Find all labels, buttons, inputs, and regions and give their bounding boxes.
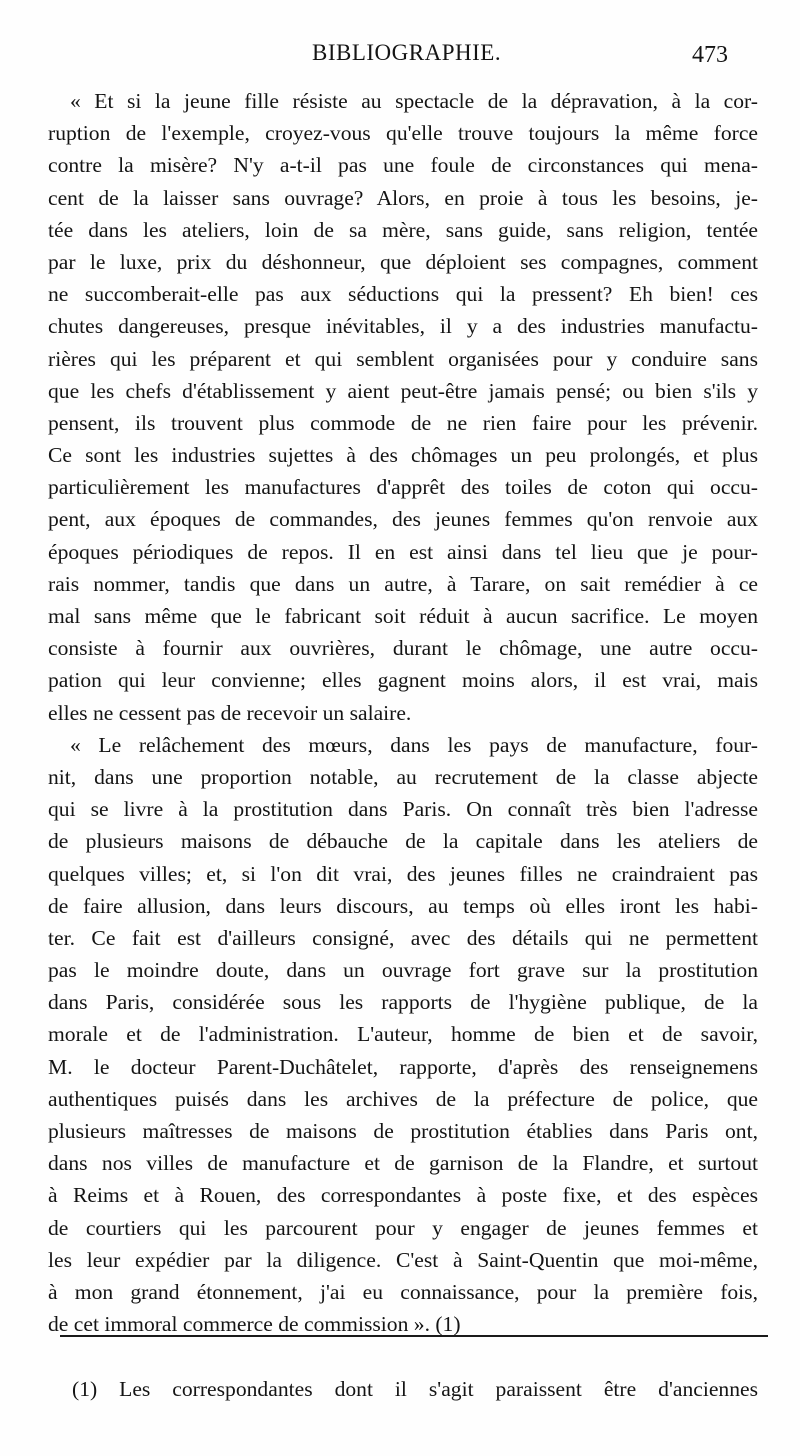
text-line: dans Paris, considérée sous les rapports de l'hygiène publique, de la <box>48 990 758 1015</box>
text-line: qui se livre à la prostitution dans Paris. On connaît très bien l'adresse <box>48 797 758 822</box>
text-line: « Le relâchement des mœurs, dans les pays de manufacture, four- <box>70 732 758 757</box>
text-line: de faire allusion, dans leurs discours, au temps où elles iront les habi- <box>48 893 758 918</box>
text-line: morale et de l'administration. L'auteur, homme de bien et de savoir, <box>48 1022 758 1047</box>
body-text <box>48 85 758 1340</box>
text-line: M. le docteur Parent-Duchâtelet, rapporte, d'après des renseignemens <box>48 1054 758 1079</box>
text-line: ne succomberait-elle pas aux séductions qui la pressent? Eh bien! ces <box>48 282 758 307</box>
page-number: 473 <box>692 42 728 68</box>
text-line: elles ne cessent pas de recevoir un salaire. <box>48 700 412 725</box>
text-line: plusieurs maîtresses de maisons de prostitution établies dans Paris ont, <box>48 1119 758 1143</box>
text-line: « Et si la jeune fille résiste au spectacle de la dépravation, à la cor- <box>70 89 758 113</box>
text-line: pensent, ils trouvent plus commode de ne rien faire pour les prévenir. <box>48 410 758 435</box>
text-line: particulièrement les manufactures d'apprêt des toiles de coton qui occu- <box>48 475 758 500</box>
text-line: chutes dangereuses, presque inévitables, il y a des industries manufactu- <box>48 314 758 339</box>
text-line: ruption de l'exemple, croyez-vous qu'elle trouve toujours la même force <box>48 121 758 146</box>
text-line: pas le moindre doute, dans un ouvrage fort grave sur la prostitution <box>48 958 758 983</box>
text-line: de cet immoral commerce de commission ». (1) <box>48 1312 461 1337</box>
text-line: époques périodiques de repos. Il en est ainsi dans tel lieu que je pour- <box>48 539 758 564</box>
text-line: de plusieurs maisons de débauche de la capitale dans les ateliers de <box>48 829 758 854</box>
text-line: tée dans les ateliers, loin de sa mère, sans guide, sans religion, tentée <box>48 217 758 242</box>
text-line: à mon grand étonnement, j'ai eu connaissance, pour la première fois, <box>48 1279 758 1304</box>
text-line: par le luxe, prix du déshonneur, que déploient ses compagnes, comment <box>48 249 758 274</box>
text-line: mal sans même que le fabricant soit réduit à aucun sacrifice. Le moyen <box>48 604 758 628</box>
text-line: quelques villes; et, si l'on dit vrai, des jeunes filles ne craindraient pas <box>48 861 758 886</box>
text-line: consiste à fournir aux ouvrières, durant le chômage, une autre occu- <box>48 636 758 661</box>
text-line: de courtiers qui les parcourent pour y engager de jeunes femmes et <box>48 1215 758 1240</box>
text-line: Ce sont les industries sujettes à des chômages un peu prolongés, et plus <box>48 443 758 468</box>
text-line: dans nos villes de manufacture et de garnison de la Flandre, et surtout <box>48 1151 758 1176</box>
text-line: que les chefs d'établissement y aient peut-être jamais pensé; ou bien s'ils y <box>48 378 758 403</box>
text-line: à Reims et à Rouen, des correspondantes à poste fixe, et des espèces <box>48 1183 758 1208</box>
text-line: cent de la laisser sans ouvrage? Alors, en proie à tous les besoins, je- <box>48 185 758 210</box>
footnote: (1) Les correspondantes dont il s'agit paraissent être d'anciennes <box>72 1377 758 1401</box>
footnote-rule <box>60 1335 768 1337</box>
text-line: rais nommer, tandis que dans un autre, à Tarare, on sait remédier à ce <box>48 571 758 596</box>
text-line: pent, aux époques de commandes, des jeunes femmes qu'on renvoie aux <box>48 507 758 532</box>
text-line: les leur expédier par la diligence. C'est à Saint-Quentin que moi-même, <box>48 1247 758 1272</box>
text-line: pation qui leur convienne; elles gagnent moins alors, il est vrai, mais <box>48 668 758 693</box>
text-line: rières qui les préparent et qui semblent organisées pour y conduire sans <box>48 346 758 371</box>
text-line: ter. Ce fait est d'ailleurs consigné, avec des détails qui ne permettent <box>48 925 758 950</box>
text-line: contre la misère? N'y a-t-il pas une foule de circonstances qui mena- <box>48 153 758 178</box>
running-head <box>0 38 800 78</box>
running-title: BIBLIOGRAPHIE. <box>312 40 502 65</box>
text-line: authentiques puisés dans les archives de la préfecture de police, que <box>48 1086 758 1111</box>
text-line: nit, dans une proportion notable, au recrutement de la classe abjecte <box>48 764 758 789</box>
